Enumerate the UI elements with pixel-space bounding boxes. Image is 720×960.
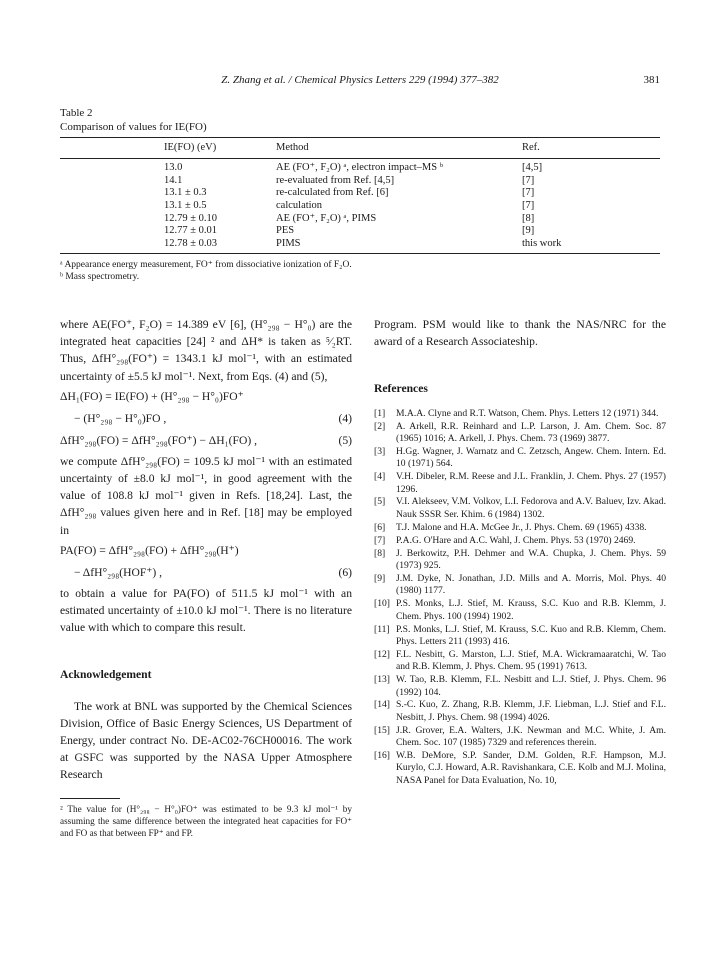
reference-text: T.J. Malone and H.A. McGee Jr., J. Phys. Chem. 69 (1965) 4338. — [396, 521, 647, 533]
table-cell: [7] — [522, 174, 535, 186]
table-cell: AE (FO⁺, F₂O) ᵃ, electron impact–MS ᵇ — [276, 162, 443, 173]
reference-text: S.-C. Kuo, Z. Zhang, R.B. Klemm, J.F. Liebman, L.J. Stief and F.L. Nesbitt, J. Phys. Chem. 98 (1994) 4026. — [396, 699, 666, 723]
references-heading: References — [374, 382, 428, 396]
table-cell: this work — [522, 238, 562, 250]
reference-item — [374, 624, 666, 649]
reference-number: [2] — [374, 420, 386, 432]
reference-item — [374, 471, 666, 496]
equation-6-continuation — [60, 563, 352, 583]
reference-number: [3] — [374, 445, 386, 457]
table-cell: 13.1 ± 0.5 — [164, 200, 207, 212]
table-body — [60, 159, 660, 253]
table-row — [60, 213, 660, 226]
footnote-rule — [60, 798, 120, 799]
equation-4-continuation — [60, 409, 352, 429]
table-footnote-b: ᵇ Mass spectrometry. — [60, 271, 140, 282]
reference-number: [5] — [374, 496, 386, 508]
equation-6 — [60, 541, 352, 561]
reference-text: P.S. Monks, L.J. Stief, M. Krauss, S.C. Kuo and R.B. Klemm, J. Chem. Phys. 100 (1994) 1902. — [396, 598, 666, 622]
reference-text: P.A.G. O'Hare and A.C. Wahl, J. Chem. Phys. 53 (1970) 2469. — [396, 534, 636, 546]
table-row — [60, 187, 660, 200]
reference-item — [374, 522, 666, 534]
reference-number: [6] — [374, 521, 386, 533]
left-column — [60, 316, 352, 839]
reference-number: [8] — [374, 547, 386, 559]
table-cell: PES — [276, 225, 295, 237]
reference-text: A. Arkell, R.R. Reinhard and L.P. Larson, J. Am. Chem. Soc. 87 (1965) 1016; A. Arkell, J. Phys. Chem. 73 (1969) 3877. — [396, 420, 666, 444]
reference-item — [374, 496, 666, 521]
table-header-row — [60, 138, 660, 158]
table-footnote-a: ᵃ Appearance energy measurement, FO⁺ from dissociative ionization of F₂O. — [60, 259, 352, 270]
table-row — [60, 238, 660, 251]
table-cell: PIMS — [276, 238, 301, 250]
table-row — [60, 162, 660, 175]
body-paragraph: we compute ΔfH°₂₉₈(FO) = 109.5 kJ mol⁻¹ with an estimated uncertainty of ±8.0 kJ mol⁻¹, in good agreement with the value of 108.8 kJ mol⁻¹ given in Refs. [18,24]. Last, the ΔfH°₂₉₈ values given here and in Ref. [18] may be employed in — [60, 454, 352, 537]
reference-item — [374, 725, 666, 750]
reference-text: W. Tao, R.B. Klemm, F.L. Nesbitt and L.J. Stief, J. Phys. Chem. 96 (1992) 104. — [396, 674, 666, 698]
acknowledgement-text: The work at BNL was supported by the Chemical Sciences Division, Office of Basic Energy Sciences, US Department of Energy, under contract No. DE-AC02-76CH00016. The work at GSFC was supported by the NASA Upper Atmosphere Research — [60, 699, 352, 782]
equation-number: (4) — [338, 411, 352, 425]
body-paragraph: to obtain a value for PA(FO) of 511.5 kJ mol⁻¹ with an estimated uncertainty of ±10.0 kJ mol⁻¹. There is no literature value with which to compare this result. — [60, 586, 352, 635]
reference-number: [12] — [374, 648, 390, 660]
table-cell: 12.78 ± 0.03 — [164, 238, 218, 250]
equation-text: − (H°₂₉₈ − H°₀)FO , — [74, 411, 167, 425]
table-row — [60, 200, 660, 213]
reference-number: [13] — [374, 674, 390, 686]
table-cell: [4,5] — [522, 162, 543, 173]
table-cell: re-calculated from Ref. [6] — [276, 187, 389, 199]
equation-number: (5) — [338, 433, 352, 447]
column-header: IE(FO) (eV) — [164, 142, 217, 153]
reference-number: [9] — [374, 572, 386, 584]
table-row — [60, 225, 660, 238]
table-label: Table 2 — [60, 107, 93, 119]
table-cell: [9] — [522, 225, 535, 237]
reference-item — [374, 750, 666, 787]
equation-text: − ΔfH°₂₉₈(HOF⁺) , — [74, 565, 163, 579]
table-cell: AE (FO⁺, F₂O) ᵃ, PIMS — [276, 212, 377, 224]
reference-number: [11] — [374, 623, 390, 635]
equation-5 — [60, 431, 352, 451]
table-cell: 12.79 ± 0.10 — [164, 212, 218, 224]
table-cell: [7] — [522, 187, 535, 199]
reference-number: [4] — [374, 471, 386, 483]
reference-number: [14] — [374, 699, 390, 711]
reference-number: [1] — [374, 407, 386, 419]
equation-text: ΔfH°₂₉₈(FO) = ΔfH°₂₉₈(FO⁺) − ΔH₁(FO) , — [60, 433, 257, 447]
table-bottom-rule — [60, 253, 660, 254]
table-row — [60, 175, 660, 188]
reference-number: [16] — [374, 750, 390, 762]
column-header: Ref. — [522, 142, 540, 153]
comparison-table — [60, 137, 660, 283]
table-caption — [60, 106, 207, 134]
reference-text: J.R. Grover, E.A. Walters, J.K. Newman and M.C. White, J. Am. Chem. Soc. 107 (1985) 7329 and references therein. — [396, 724, 666, 749]
reference-number: [7] — [374, 534, 386, 546]
table-cell: re-evaluated from Ref. [4,5] — [276, 174, 395, 186]
reference-text: J. Berkowitz, P.H. Dehmer and W.A. Chupka, J. Chem. Phys. 59 (1973) 925. — [396, 547, 666, 571]
table-cell: calculation — [276, 200, 323, 212]
reference-number: [15] — [374, 724, 390, 736]
table-cell: 13.0 — [164, 162, 183, 173]
reference-item — [374, 649, 666, 674]
table-cell: 13.1 ± 0.3 — [164, 187, 207, 199]
acknowledgement-heading: Acknowledgement — [60, 668, 152, 682]
equation-text: ΔH₁(FO) = IE(FO) + (H°₂₉₈ − H°₀)FO⁺ — [60, 389, 244, 403]
table-cell: [8] — [522, 212, 535, 224]
reference-text: P.S. Monks, L.J. Stief, M. Krauss, S.C. Kuo and R.B. Klemm, Chem. Phys. Letters 211 (1993) 416. — [396, 623, 666, 647]
table-cell: [7] — [522, 200, 535, 212]
reference-text: H.Gg. Wagner, J. Warnatz and C. Zetzsch, Angew. Chem. Intern. Ed. 10 (1971) 564. — [396, 445, 666, 470]
reference-text: V.I. Alekseev, V.M. Volkov, L.I. Fedorova and A.V. Baluev, Izv. Akad. Nauk SSSR Ser. Khim. 6 (1984) 1302. — [396, 496, 666, 520]
table-title: Comparison of values for IE(FO) — [60, 121, 207, 133]
reference-text: F.L. Nesbitt, G. Marston, L.J. Stief, M.A. Wickramaaratchi, W. Tao and R.B. Klemm, J. Phys. Chem. 95 (1991) 7613. — [396, 648, 666, 673]
reference-item — [374, 535, 666, 547]
reference-text: J.M. Dyke, N. Jonathan, J.D. Mills and A. Morris, Mol. Phys. 40 (1980) 1177. — [396, 572, 666, 597]
acknowledgement-continuation: Program. PSM would like to thank the NAS/NRC for the award of a Research Associateship. — [374, 318, 666, 349]
reference-item — [374, 421, 666, 446]
reference-text: V.H. Dibeler, R.M. Reese and J.L. Franklin, J. Chem. Phys. 27 (1957) 1296. — [396, 471, 666, 495]
table-cell: 14.1 — [164, 174, 183, 186]
reference-item — [374, 598, 666, 623]
page-footnote: ² The value for (H°₂₉₈ − H°₀)FO⁺ was estimated to be 9.3 kJ mol⁻¹ by assuming the same difference between the integrated heat capacities for FO⁺ and FO as that between FP⁺ and FP. — [60, 803, 352, 838]
reference-item — [374, 548, 666, 573]
table-cell: 12.77 ± 0.01 — [164, 225, 218, 237]
reference-text: W.B. DeMore, S.P. Sander, D.M. Golden, R.F. Hampson, M.J. Kurylo, C.J. Howard, A.R. Ravishankara, C.E. Kolb and M.J. Molina, NASA Panel for Data Evaluation, No. 10, — [396, 750, 666, 786]
reference-list — [374, 408, 666, 788]
reference-item — [374, 408, 666, 420]
reference-item — [374, 573, 666, 598]
running-title: Z. Zhang et al. / Chemical Physics Letters 229 (1994) 377–382 — [221, 74, 499, 86]
equation-text: PA(FO) = ΔfH°₂₉₈(FO) + ΔfH°₂₉₈(H⁺) — [60, 543, 239, 557]
column-header: Method — [276, 142, 309, 153]
running-header — [60, 74, 660, 90]
reference-item — [374, 446, 666, 471]
reference-item — [374, 699, 666, 724]
right-column — [374, 316, 666, 788]
equation-number: (6) — [338, 565, 352, 579]
equation-4 — [60, 387, 352, 407]
table-footnotes — [60, 259, 660, 283]
reference-number: [10] — [374, 598, 390, 610]
page-number: 381 — [643, 74, 660, 86]
reference-item — [374, 674, 666, 699]
reference-text: M.A.A. Clyne and R.T. Watson, Chem. Phys. Letters 12 (1971) 344. — [396, 407, 659, 419]
body-paragraph: where AE(FO⁺, F₂O) = 14.389 eV [6], (H°₂₉₈ − H°₀) are the integrated heat capacities [24] ² and ΔH* is taken as ⁵⁄₂RT. Thus, ΔfH°₂₉₈(FO⁺) = 1343.1 kJ mol⁻¹, with an estimated uncertainty of ±5.5 kJ mol⁻¹. Next, from Eqs. (4) and (5), — [60, 318, 352, 383]
